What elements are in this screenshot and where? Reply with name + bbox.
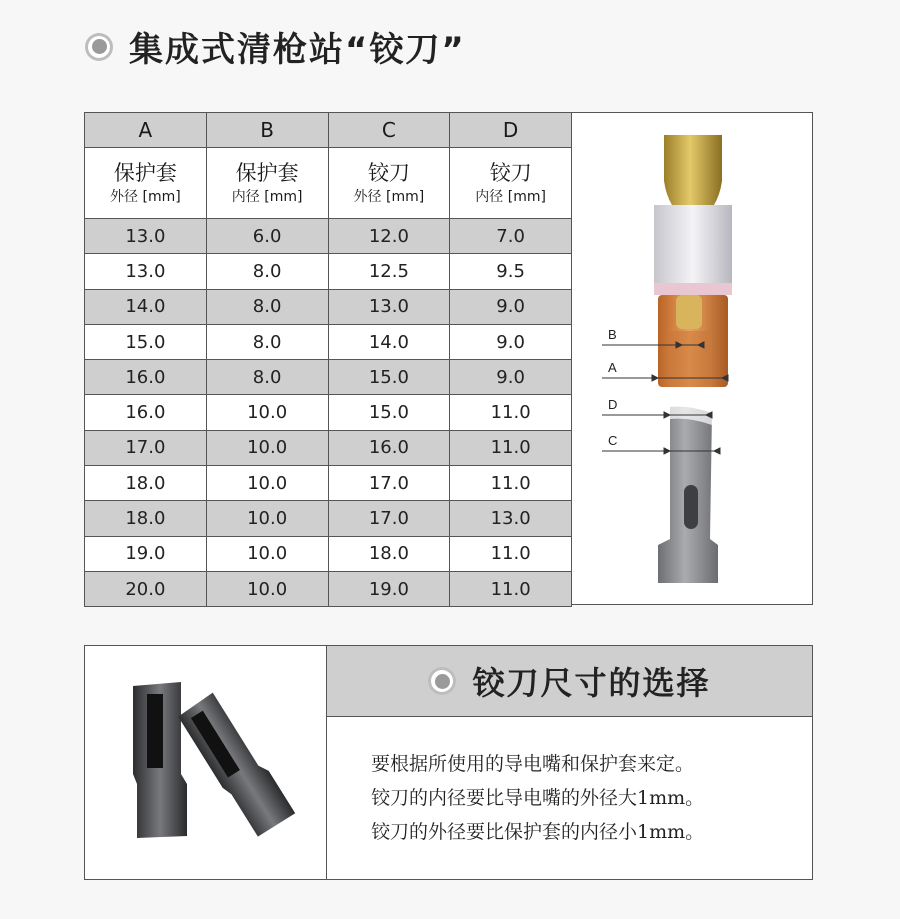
table-cell: 11.0 bbox=[450, 430, 572, 465]
table-row bbox=[85, 289, 572, 324]
title-text: 集成式清枪站“铰刀” bbox=[129, 30, 466, 70]
table-row bbox=[85, 360, 572, 395]
column-unit: 外径 [mm] bbox=[353, 189, 425, 205]
table-cell: 19.0 bbox=[328, 571, 450, 606]
table-cell: 10.0 bbox=[206, 466, 328, 501]
table-cell: 14.0 bbox=[328, 324, 450, 359]
gold-torch-body bbox=[664, 135, 722, 205]
table-cell: 17.0 bbox=[85, 430, 207, 465]
column-letter: A bbox=[85, 113, 207, 148]
column-header bbox=[450, 148, 572, 219]
selection-header bbox=[327, 646, 812, 717]
diagram-svg bbox=[572, 113, 813, 604]
table-cell: 16.0 bbox=[328, 430, 450, 465]
table-cell: 8.0 bbox=[206, 289, 328, 324]
selection-line: 要根据所使用的导电嘴和保护套来定。 bbox=[371, 753, 695, 775]
table-cell: 20.0 bbox=[85, 571, 207, 606]
table-cell: 13.0 bbox=[85, 254, 207, 289]
table-row bbox=[85, 501, 572, 536]
table-cell: 11.0 bbox=[450, 395, 572, 430]
table-cell: 18.0 bbox=[85, 501, 207, 536]
table-cell: 11.0 bbox=[450, 536, 572, 571]
table-cell: 8.0 bbox=[206, 360, 328, 395]
column-letter-row bbox=[85, 113, 572, 148]
column-letter: C bbox=[328, 113, 450, 148]
table-cell: 10.0 bbox=[206, 571, 328, 606]
column-header bbox=[85, 148, 207, 219]
table-cell: 9.0 bbox=[450, 289, 572, 324]
column-header bbox=[206, 148, 328, 219]
column-unit: 外径 [mm] bbox=[110, 189, 181, 205]
table-cell: 9.0 bbox=[450, 324, 572, 359]
selection-body bbox=[327, 717, 812, 879]
table-cell: 6.0 bbox=[206, 219, 328, 254]
dimension-label-a: A bbox=[608, 360, 617, 375]
table-cell: 10.0 bbox=[206, 501, 328, 536]
table-row bbox=[85, 430, 572, 465]
spec-table bbox=[84, 112, 572, 607]
table-cell: 15.0 bbox=[328, 360, 450, 395]
table-cell: 7.0 bbox=[450, 219, 572, 254]
column-header bbox=[328, 148, 450, 219]
column-unit: 内径 [mm] bbox=[475, 189, 546, 205]
table-cell: 15.0 bbox=[85, 324, 207, 359]
table-cell: 13.0 bbox=[328, 289, 450, 324]
selection-line: 铰刀的外径要比保护套的内径小1mm。 bbox=[371, 821, 705, 843]
table-cell: 8.0 bbox=[206, 324, 328, 359]
nozzle-reamer-diagram bbox=[572, 113, 813, 604]
table-cell: 12.0 bbox=[328, 219, 450, 254]
selection-panel bbox=[84, 645, 813, 880]
page-title bbox=[85, 22, 466, 71]
table-row bbox=[85, 395, 572, 430]
column-name-row bbox=[85, 148, 572, 219]
column-name: 铰刀 bbox=[367, 161, 410, 185]
dimension-label-b: B bbox=[608, 327, 617, 342]
radio-bullet-icon bbox=[85, 33, 113, 61]
table-cell: 8.0 bbox=[206, 254, 328, 289]
radio-bullet-icon bbox=[428, 667, 456, 695]
reamer-photo bbox=[85, 646, 327, 879]
table-cell: 18.0 bbox=[328, 536, 450, 571]
table-row bbox=[85, 219, 572, 254]
table-row bbox=[85, 571, 572, 606]
table-cell: 16.0 bbox=[85, 360, 207, 395]
table-cell: 16.0 bbox=[85, 395, 207, 430]
table-cell: 11.0 bbox=[450, 571, 572, 606]
dimension-label-c: C bbox=[608, 433, 618, 448]
table-cell: 9.0 bbox=[450, 360, 572, 395]
table-cell: 11.0 bbox=[450, 466, 572, 501]
table-row bbox=[85, 466, 572, 501]
table-row bbox=[85, 324, 572, 359]
table-cell: 14.0 bbox=[85, 289, 207, 324]
column-unit: 内径 [mm] bbox=[231, 189, 303, 205]
table-cell: 12.5 bbox=[328, 254, 450, 289]
table-cell: 9.5 bbox=[450, 254, 572, 289]
table-cell: 17.0 bbox=[328, 466, 450, 501]
column-name: 保护套 bbox=[235, 161, 299, 185]
reamer-photo-svg bbox=[85, 646, 326, 879]
selection-heading: 铰刀尺寸的选择 bbox=[472, 664, 711, 702]
table-cell: 13.0 bbox=[450, 501, 572, 536]
table-cell: 18.0 bbox=[85, 466, 207, 501]
table-row bbox=[85, 254, 572, 289]
table-cell: 19.0 bbox=[85, 536, 207, 571]
table-cell: 17.0 bbox=[328, 501, 450, 536]
table-cell: 10.0 bbox=[206, 430, 328, 465]
selection-line: 铰刀的内径要比导电嘴的外径大1mm。 bbox=[371, 787, 705, 809]
column-name: 铰刀 bbox=[489, 161, 532, 185]
table-cell: 15.0 bbox=[328, 395, 450, 430]
table-cell: 10.0 bbox=[206, 395, 328, 430]
table-cell: 13.0 bbox=[85, 219, 207, 254]
column-letter: D bbox=[450, 113, 572, 148]
reamer-left bbox=[133, 682, 187, 838]
dimension-label-d: D bbox=[608, 397, 618, 412]
spec-panel bbox=[84, 112, 813, 605]
column-name: 保护套 bbox=[113, 161, 177, 185]
table-row bbox=[85, 536, 572, 571]
spec-table-body bbox=[85, 219, 572, 607]
ceramic-insulator bbox=[654, 205, 732, 295]
table-cell: 10.0 bbox=[206, 536, 328, 571]
reamer-right bbox=[177, 689, 295, 838]
column-letter: B bbox=[206, 113, 328, 148]
